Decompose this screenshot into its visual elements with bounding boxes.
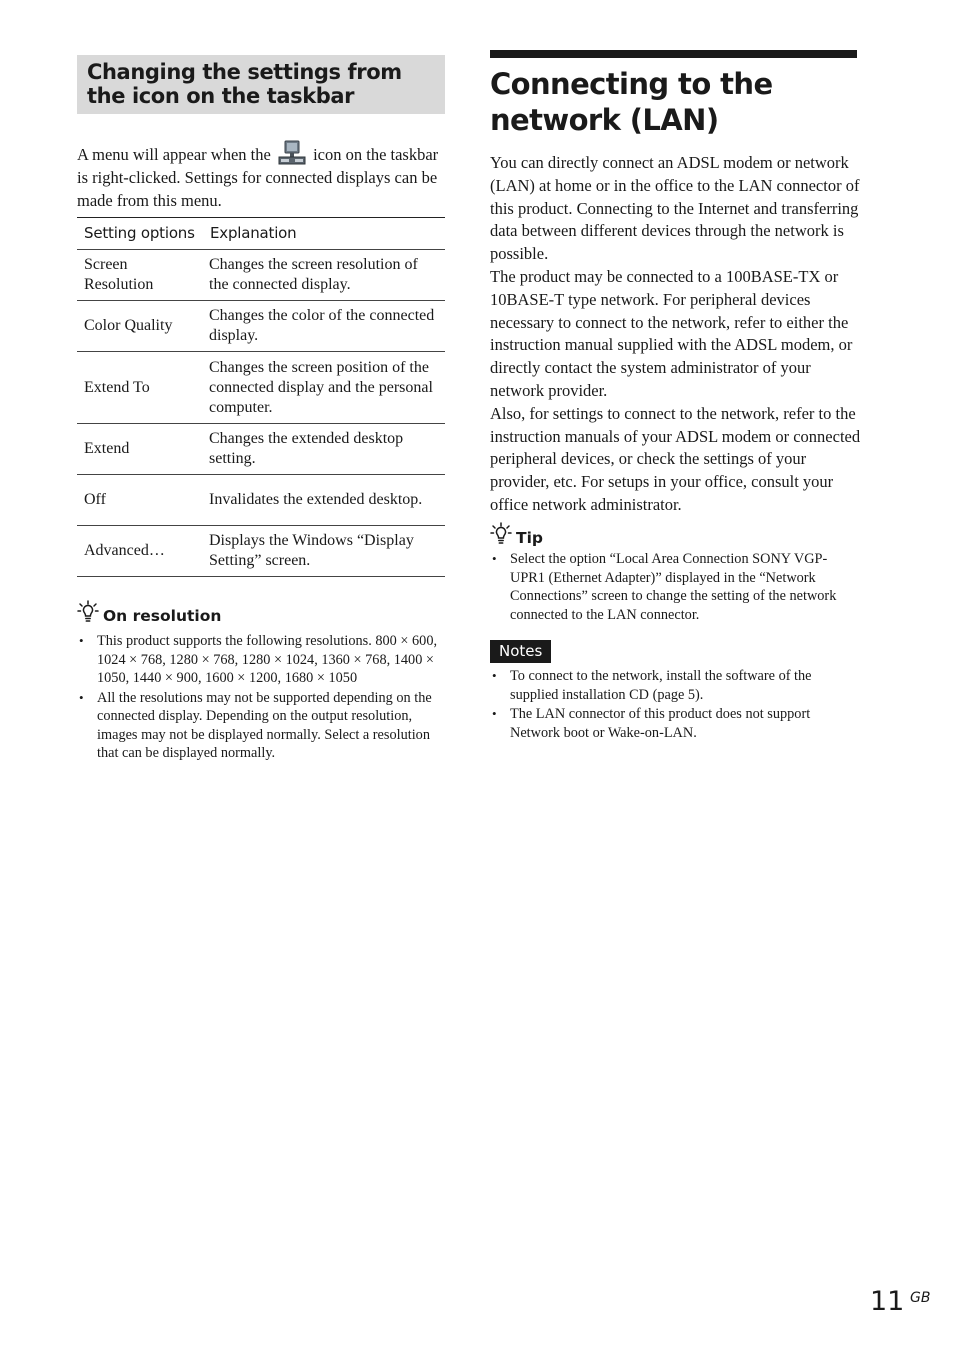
left-column [77, 55, 445, 761]
table-row [77, 526, 445, 577]
table-row [77, 301, 445, 352]
table-cell-option: Color Quality [77, 301, 203, 352]
lan-body [490, 152, 862, 517]
tip-title: Tip [516, 529, 543, 547]
list-item: • All the resolutions may not be supported depending on the connected display. Depending on the output resolution, images may not be displayed normally. Select a resolution that can be displayed normally. [77, 689, 445, 763]
section-rule [490, 50, 857, 58]
lightbulb-icon [77, 600, 99, 628]
table-row [77, 250, 445, 301]
table-cell-option: Screen Resolution [77, 250, 203, 301]
list-item: • This product supports the following resolutions. 800 × 600, 1024 × 768, 1280 × 768, 1280 × 1024, 1360 × 768, 1400 × 1050, 1440 × 900, 1600 × 1200, 1680 × 1050 [77, 632, 445, 688]
table-cell-explanation: Changes the extended desktop setting. [203, 424, 445, 475]
list-item: • Select the option “Local Area Connection SONY VGP-UPR1 (Ethernet Adapter)” displayed in the “Network Connections” screen to change the setting of the network connected to the LAN connector. [490, 550, 860, 624]
page-number: 11 [870, 1286, 905, 1317]
table-cell-option: Off [77, 475, 203, 526]
table-row [77, 475, 445, 526]
notes-list [490, 667, 860, 743]
intro-paragraph [77, 140, 445, 212]
display-adapter-icon [277, 140, 307, 166]
tip-list [490, 550, 860, 625]
table-cell-explanation: Changes the screen position of the connected display and the personal computer. [203, 352, 445, 424]
table-cell-option: Advanced… [77, 526, 203, 577]
table-header: Setting options [77, 218, 203, 250]
paragraph: You can directly connect an ADSL modem or network (LAN) at home or in the office to the LAN connector of this product. Connecting to the Internet and transferring data between different devices through the network is possible. [490, 153, 860, 264]
resolution-note-list [77, 632, 445, 764]
list-item: • To connect to the network, install the software of the supplied installation CD (page 5). [490, 667, 860, 704]
table-row [77, 424, 445, 475]
table-header-row [77, 218, 445, 250]
list-item: • The LAN connector of this product does not support Network boot or Wake-on-LAN. [490, 705, 860, 742]
notes-label: Notes [490, 640, 551, 663]
table-cell-explanation: Invalidates the extended desktop. [203, 475, 445, 526]
page-language-code: GB [910, 1290, 931, 1306]
paragraph: Also, for settings to connect to the network, refer to the instruction manuals of your ADSL modem or connected peripheral devices, or check the settings of your provider, etc. For setups in your office, consult your office network administrator. [490, 403, 861, 514]
resolution-note-heading [77, 600, 221, 628]
resolution-note-title: On resolution [103, 607, 222, 625]
table-cell-explanation: Displays the Windows “Display Setting” screen. [203, 526, 445, 577]
intro-text-before: A menu will appear when the [77, 145, 271, 164]
table-cell-explanation: Changes the color of the connected display. [203, 301, 445, 352]
table-row [77, 352, 445, 424]
section-heading-lan: Connecting to the network (LAN) [490, 67, 773, 137]
paragraph: The product may be connected to a 100BASE-TX or 10BASE-T type network. For peripheral devices necessary to connect to the network, refer to either the instruction manual supplied with the ADSL modem, or directly contact the system administrator of your network provider. [490, 266, 853, 400]
section-heading-taskbar: Changing the settings from the icon on the taskbar [77, 55, 445, 114]
lightbulb-icon [490, 522, 512, 550]
table-header: Explanation [203, 218, 445, 250]
intro-text-after: icon on the taskbar is right-clicked. Settings for connected displays can be made from this menu. [77, 145, 439, 210]
table-cell-explanation: Changes the screen resolution of the connected display. [203, 250, 445, 301]
tip-heading [490, 522, 543, 550]
table-cell-option: Extend [77, 424, 203, 475]
settings-table [77, 217, 445, 577]
table-cell-option: Extend To [77, 352, 203, 424]
